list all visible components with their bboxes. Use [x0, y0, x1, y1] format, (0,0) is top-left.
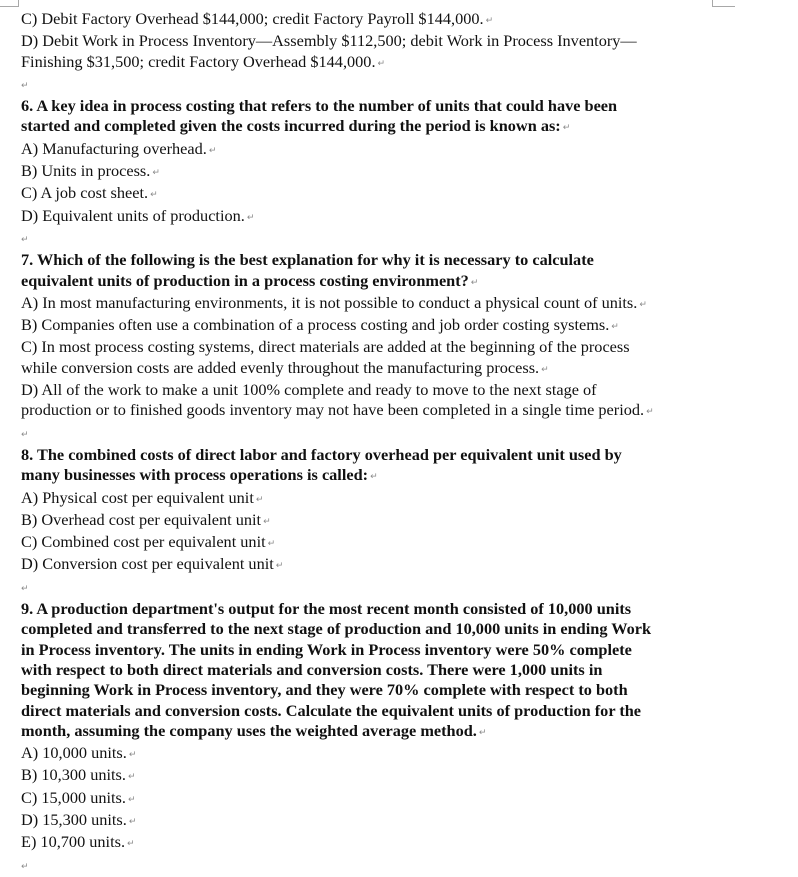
paragraph-mark-icon: ↵: [128, 750, 137, 761]
answer-option: [21, 488, 791, 510]
line-text: in Process inventory. The units in ending Work in Process inventory were 50% complete: [21, 639, 632, 659]
answer-option: [21, 554, 791, 576]
answer-option: [21, 293, 791, 315]
line-text: B) Overhead cost per equivalent unit: [21, 509, 262, 529]
answer-option: [21, 743, 791, 765]
paragraph-mark-icon: ↵: [21, 429, 29, 440]
answer-option: [21, 206, 791, 228]
paragraph-mark-icon: ↵: [646, 407, 654, 418]
question-line: [21, 96, 791, 116]
line-text: Finishing $31,500; credit Factory Overhead $144,000.: [21, 51, 376, 71]
line-text: D) Equivalent units of production.: [21, 205, 245, 225]
line-text: A) Physical cost per equivalent unit: [21, 487, 254, 507]
answer-option: [21, 337, 791, 357]
line-text: A) 10,000 units.: [21, 743, 127, 763]
line-text: B) 10,300 units.: [21, 765, 126, 785]
line-text: 6. A key idea in process costing that refers to the number of units that could have been: [21, 96, 618, 116]
paragraph-mark-icon: ↵: [541, 364, 549, 375]
answer-option: [21, 52, 791, 74]
question-stem: [21, 96, 791, 139]
paragraph-mark-icon: ↵: [255, 494, 264, 505]
question-stem: [21, 250, 791, 293]
paragraph-mark-icon: ↵: [208, 145, 217, 156]
question-line: [21, 445, 791, 465]
question-line: [21, 271, 791, 293]
line-text: B) Units in process.: [21, 161, 151, 181]
paragraph-mark-icon: ↵: [611, 322, 619, 333]
paragraph-mark-icon: ↵: [562, 123, 571, 134]
answer-option: [21, 183, 791, 205]
question-line: [21, 721, 791, 743]
question-line: [21, 465, 791, 487]
answer-option: [21, 765, 791, 787]
line-text: direct materials and conversion costs. Calculate the equivalent units of production for the: [21, 700, 642, 720]
paragraph-mark-icon: ↵: [128, 816, 137, 827]
paragraph-mark-icon: ↵: [275, 561, 284, 572]
question-line: [21, 116, 791, 138]
answer-option: [21, 400, 791, 422]
answer-option: [21, 161, 791, 183]
line-text: C) Debit Factory Overhead $144,000; credit Factory Payroll $144,000.: [21, 9, 484, 28]
answer-option: [21, 139, 791, 161]
paragraph-mark-icon: ↵: [127, 772, 136, 783]
line-text: completed and transferred to the next stage of production and 10,000 units in ending Work: [21, 619, 652, 639]
line-text: C) A job cost sheet.: [21, 183, 149, 203]
page-corner-mark-left: [0, 0, 19, 7]
line-text: C) 15,000 units.: [21, 787, 126, 807]
question-line: [21, 250, 791, 270]
empty-paragraph: [21, 423, 791, 445]
empty-paragraph: [21, 855, 791, 877]
line-text: beginning Work in Process inventory, and they were 70% complete with respect to both: [21, 680, 628, 700]
line-text: A) Manufacturing overhead.: [21, 138, 207, 158]
line-text: 8. The combined costs of direct labor and factory overhead per equivalent unit used by: [21, 444, 622, 464]
paragraph-mark-icon: ↵: [21, 234, 29, 245]
question-line: [21, 619, 791, 639]
answer-option: [21, 9, 791, 31]
paragraph-mark-icon: ↵: [470, 277, 479, 288]
question-line: [21, 640, 791, 660]
empty-paragraph: [21, 74, 791, 96]
line-text: 7. Which of the following is the best explanation for why it is necessary to calculate: [21, 250, 594, 270]
paragraph-mark-icon: ↵: [478, 727, 487, 738]
line-text: C) Combined cost per equivalent unit: [21, 532, 266, 552]
answer-option: [21, 315, 791, 337]
paragraph-mark-icon: ↵: [485, 16, 494, 26]
paragraph-mark-icon: ↵: [263, 516, 271, 527]
line-text: month, assuming the company uses the weighted average method.: [21, 720, 477, 740]
paragraph-mark-icon: ↵: [21, 861, 29, 872]
line-text: equivalent units of production in a process costing environment?: [21, 270, 469, 290]
line-text: C) In most process costing systems, direct materials are added at the beginning of the process: [21, 337, 630, 357]
answer-option: [21, 510, 791, 532]
line-text: production or to finished goods inventory may not have been completed in a single time period.: [21, 400, 645, 420]
answer-option: [21, 31, 791, 51]
line-text: A) In most manufacturing environments, it is not possible to conduct a physical count of units.: [21, 292, 638, 312]
paragraph-mark-icon: ↵: [246, 212, 255, 223]
line-text: 9. A production department's output for the most recent month consisted of 10,000 units: [21, 599, 632, 619]
question-stem: [21, 599, 791, 743]
paragraph-mark-icon: ↵: [267, 539, 276, 550]
question-line: [21, 599, 791, 619]
line-text: while conversion costs are added evenly throughout the manufacturing process.: [21, 357, 540, 377]
answer-option: [21, 810, 791, 832]
line-text: D) 15,300 units.: [21, 809, 127, 829]
answer-option: [21, 358, 791, 380]
question-stem: [21, 445, 791, 488]
paragraph-mark-icon: ↵: [127, 839, 135, 850]
paragraph-mark-icon: ↵: [370, 472, 378, 483]
line-text: D) Debit Work in Process Inventory—Assembly $112,500; debit Work in Process Inventory—: [21, 31, 637, 51]
line-text: with respect to both direct materials and conversion costs. There were 1,000 units in: [21, 659, 603, 679]
line-text: B) Companies often use a combination of a process costing and job order costing systems.: [21, 315, 610, 335]
document-body: [21, 9, 791, 877]
line-text: E) 10,700 units.: [21, 832, 126, 852]
paragraph-mark-icon: ↵: [152, 168, 160, 179]
paragraph-mark-icon: ↵: [127, 794, 136, 805]
page-corner-mark-right: [712, 0, 735, 7]
line-text: D) Conversion cost per equivalent unit: [21, 554, 274, 574]
answer-option: [21, 788, 791, 810]
paragraph-mark-icon: ↵: [377, 58, 386, 69]
answer-option: [21, 380, 791, 400]
answer-option: [21, 832, 791, 854]
answer-option: [21, 532, 791, 554]
paragraph-mark-icon: ↵: [150, 190, 158, 201]
paragraph-mark-icon: ↵: [639, 299, 647, 310]
paragraph-mark-icon: ↵: [21, 80, 29, 91]
question-line: [21, 660, 791, 680]
line-text: many businesses with process operations is called:: [21, 465, 369, 485]
line-text: D) All of the work to make a unit 100% complete and ready to move to the next stage of: [21, 380, 597, 400]
line-text: started and completed given the costs incurred during the period is known as:: [21, 116, 561, 136]
question-line: [21, 701, 791, 721]
empty-paragraph: [21, 577, 791, 599]
paragraph-mark-icon: ↵: [21, 583, 29, 594]
empty-paragraph: [21, 228, 791, 250]
question-line: [21, 680, 791, 700]
